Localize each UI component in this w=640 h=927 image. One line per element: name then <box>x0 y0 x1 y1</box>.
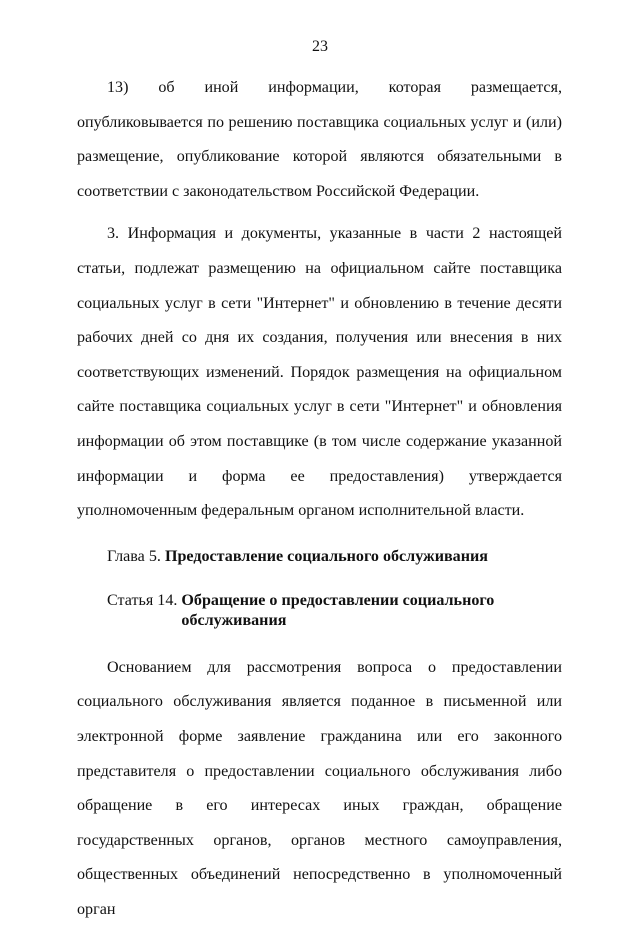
paragraph-article-14: Основанием для рассмотрения вопроса о предоставлении социального обслуживания является поданное в письменной или электронной форме заявление гражданина или его законного представителя о предоставлении социального обслуживания либо обращение в его интересах иных граждан, обращение государственных органов, органов местного самоуправления, общественных объединений непосредственно в уполномоченный орган <box>77 658 562 918</box>
article-label: Статья 14. <box>107 591 178 609</box>
paragraph-item-13: 13) об иной информации, которая размещается, опубликовывается по решению поставщика социальных услуг и (или) размещение, опубликование которой являются обязательными в соответствии с законодательством Российской Федерации. <box>77 79 562 200</box>
paragraph-part-3: 3. Информация и документы, указанные в части 2 настоящей статьи, подлежат размещению на официальном сайте поставщика социальных услуг в сети "Интернет" и обновлению в течение десяти рабочих дней со дня их создания, получения или внесения в них соответствующих изменений. Порядок размещения на официальном сайте поставщика социальных услуг в сети "Интернет" и обновления информации об этом поставщике (в том числе содержание указанной информации и форма ее предоставления) утверждается уполномоченным федеральным органом исполнительной власти. <box>77 225 562 520</box>
page-number: 23 <box>312 38 328 55</box>
article-heading <box>77 591 562 631</box>
page-content <box>77 71 562 927</box>
article-title: Обращение о предоставлении социального обслуживания <box>181 591 495 629</box>
chapter-title: Предоставление социального обслуживания <box>164 547 488 565</box>
chapter-label: Глава 5. <box>107 547 161 565</box>
chapter-heading <box>77 547 562 567</box>
